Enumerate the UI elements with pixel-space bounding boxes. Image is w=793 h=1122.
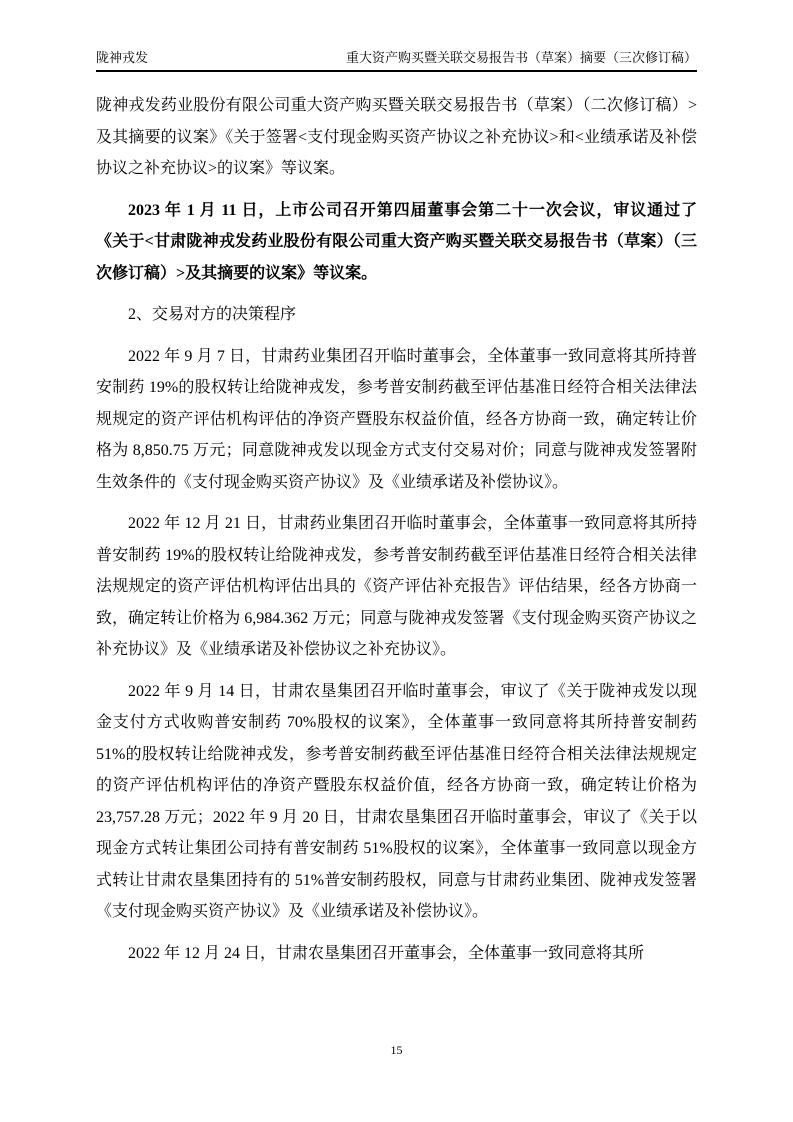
paragraph: 陇神戎发药业股份有限公司重大资产购买暨关联交易报告书（草案）（二次修订稿）>及其摘要的议案》《关于签署<支付现金购买资产协议之补充协议>和<业绩承诺及补偿协议之补充协议>的议案》等议案。: [96, 97, 697, 177]
paragraph: 2022 年 12 月 24 日，甘肃农垦集团召开董事会，全体董事一致同意将其所: [128, 944, 645, 962]
page-header: [96, 50, 697, 72]
paragraph-bold: 2023 年 1 月 11 日，上市公司召开第四届董事会第二十一次会议，审议通过了《关于<甘肃陇神戎发药业股份有限公司重大资产购买暨关联交易报告书（草案）（三次修订稿）>及其摘要的议案》等议案。: [96, 201, 697, 282]
page-number: 15: [390, 1043, 403, 1057]
paragraph: 2022 年 9 月 14 日，甘肃农垦集团召开临时董事会，审议了《关于陇神戎发以现金支付方式收购普安制药 70%股权的议案》，全体董事一致同意将其所持普安制药 51%的股权转让给陇神戎发，参考普安制药截至评估基准日经符合相关法律法规规定的资产评估机构评估的净资产暨股东权益价值，经各方协商一致，确定转让价格为 23,757.28 万元；2022 年 9 月 20 日，甘肃农垦集团召开临时董事会，审议了《关于以现金方式转让集团公司持有普安制药 51%股权的议案》，全体董事一致同意以现金方式转让甘肃农垦集团持有的 51%普安制药股权，同意与甘肃药业集团、陇神戎发签署《支付现金购买资产协议》及《业绩承诺及补偿协议》。: [96, 682, 697, 920]
document-body: [96, 90, 697, 979]
paragraph: 2022 年 12 月 21 日，甘肃药业集团召开临时董事会，全体董事一致同意将其所持普安制药 19%的股权转让给陇神戎发，参考普安制药截至评估基准日经符合相关法律法规规定的资产评估机构评估出具的《资产评估补充报告》评估结果，经各方协商一致，确定转让价格为 6,984.362 万元；同意与陇神戎发签署《支付现金购买资产协议之补充协议》及《业绩承诺及补偿协议之补充协议》。: [96, 515, 697, 658]
header-report-title: 重大资产购买暨关联交易报告书（草案）摘要（三次修订稿）: [345, 50, 697, 65]
paragraph: 2022 年 9 月 7 日，甘肃药业集团召开临时董事会，全体董事一致同意将其所持普安制药 19%的股权转让给陇神戎发，参考普安制药截至评估基准日经符合相关法律法规规定的资产评估机构评估的净资产暨股东权益价值，经各方协商一致，确定转让价格为 8,850.75 万元；同意陇神戎发以现金方式支付交易对价；同意与陇神戎发签署附生效条件的《支付现金购买资产协议》及《业绩承诺及补偿协议》。: [96, 347, 697, 491]
header-company-short-name: 陇神戎发: [96, 50, 149, 65]
section-heading: 2、交易对方的决策程序: [128, 306, 297, 323]
